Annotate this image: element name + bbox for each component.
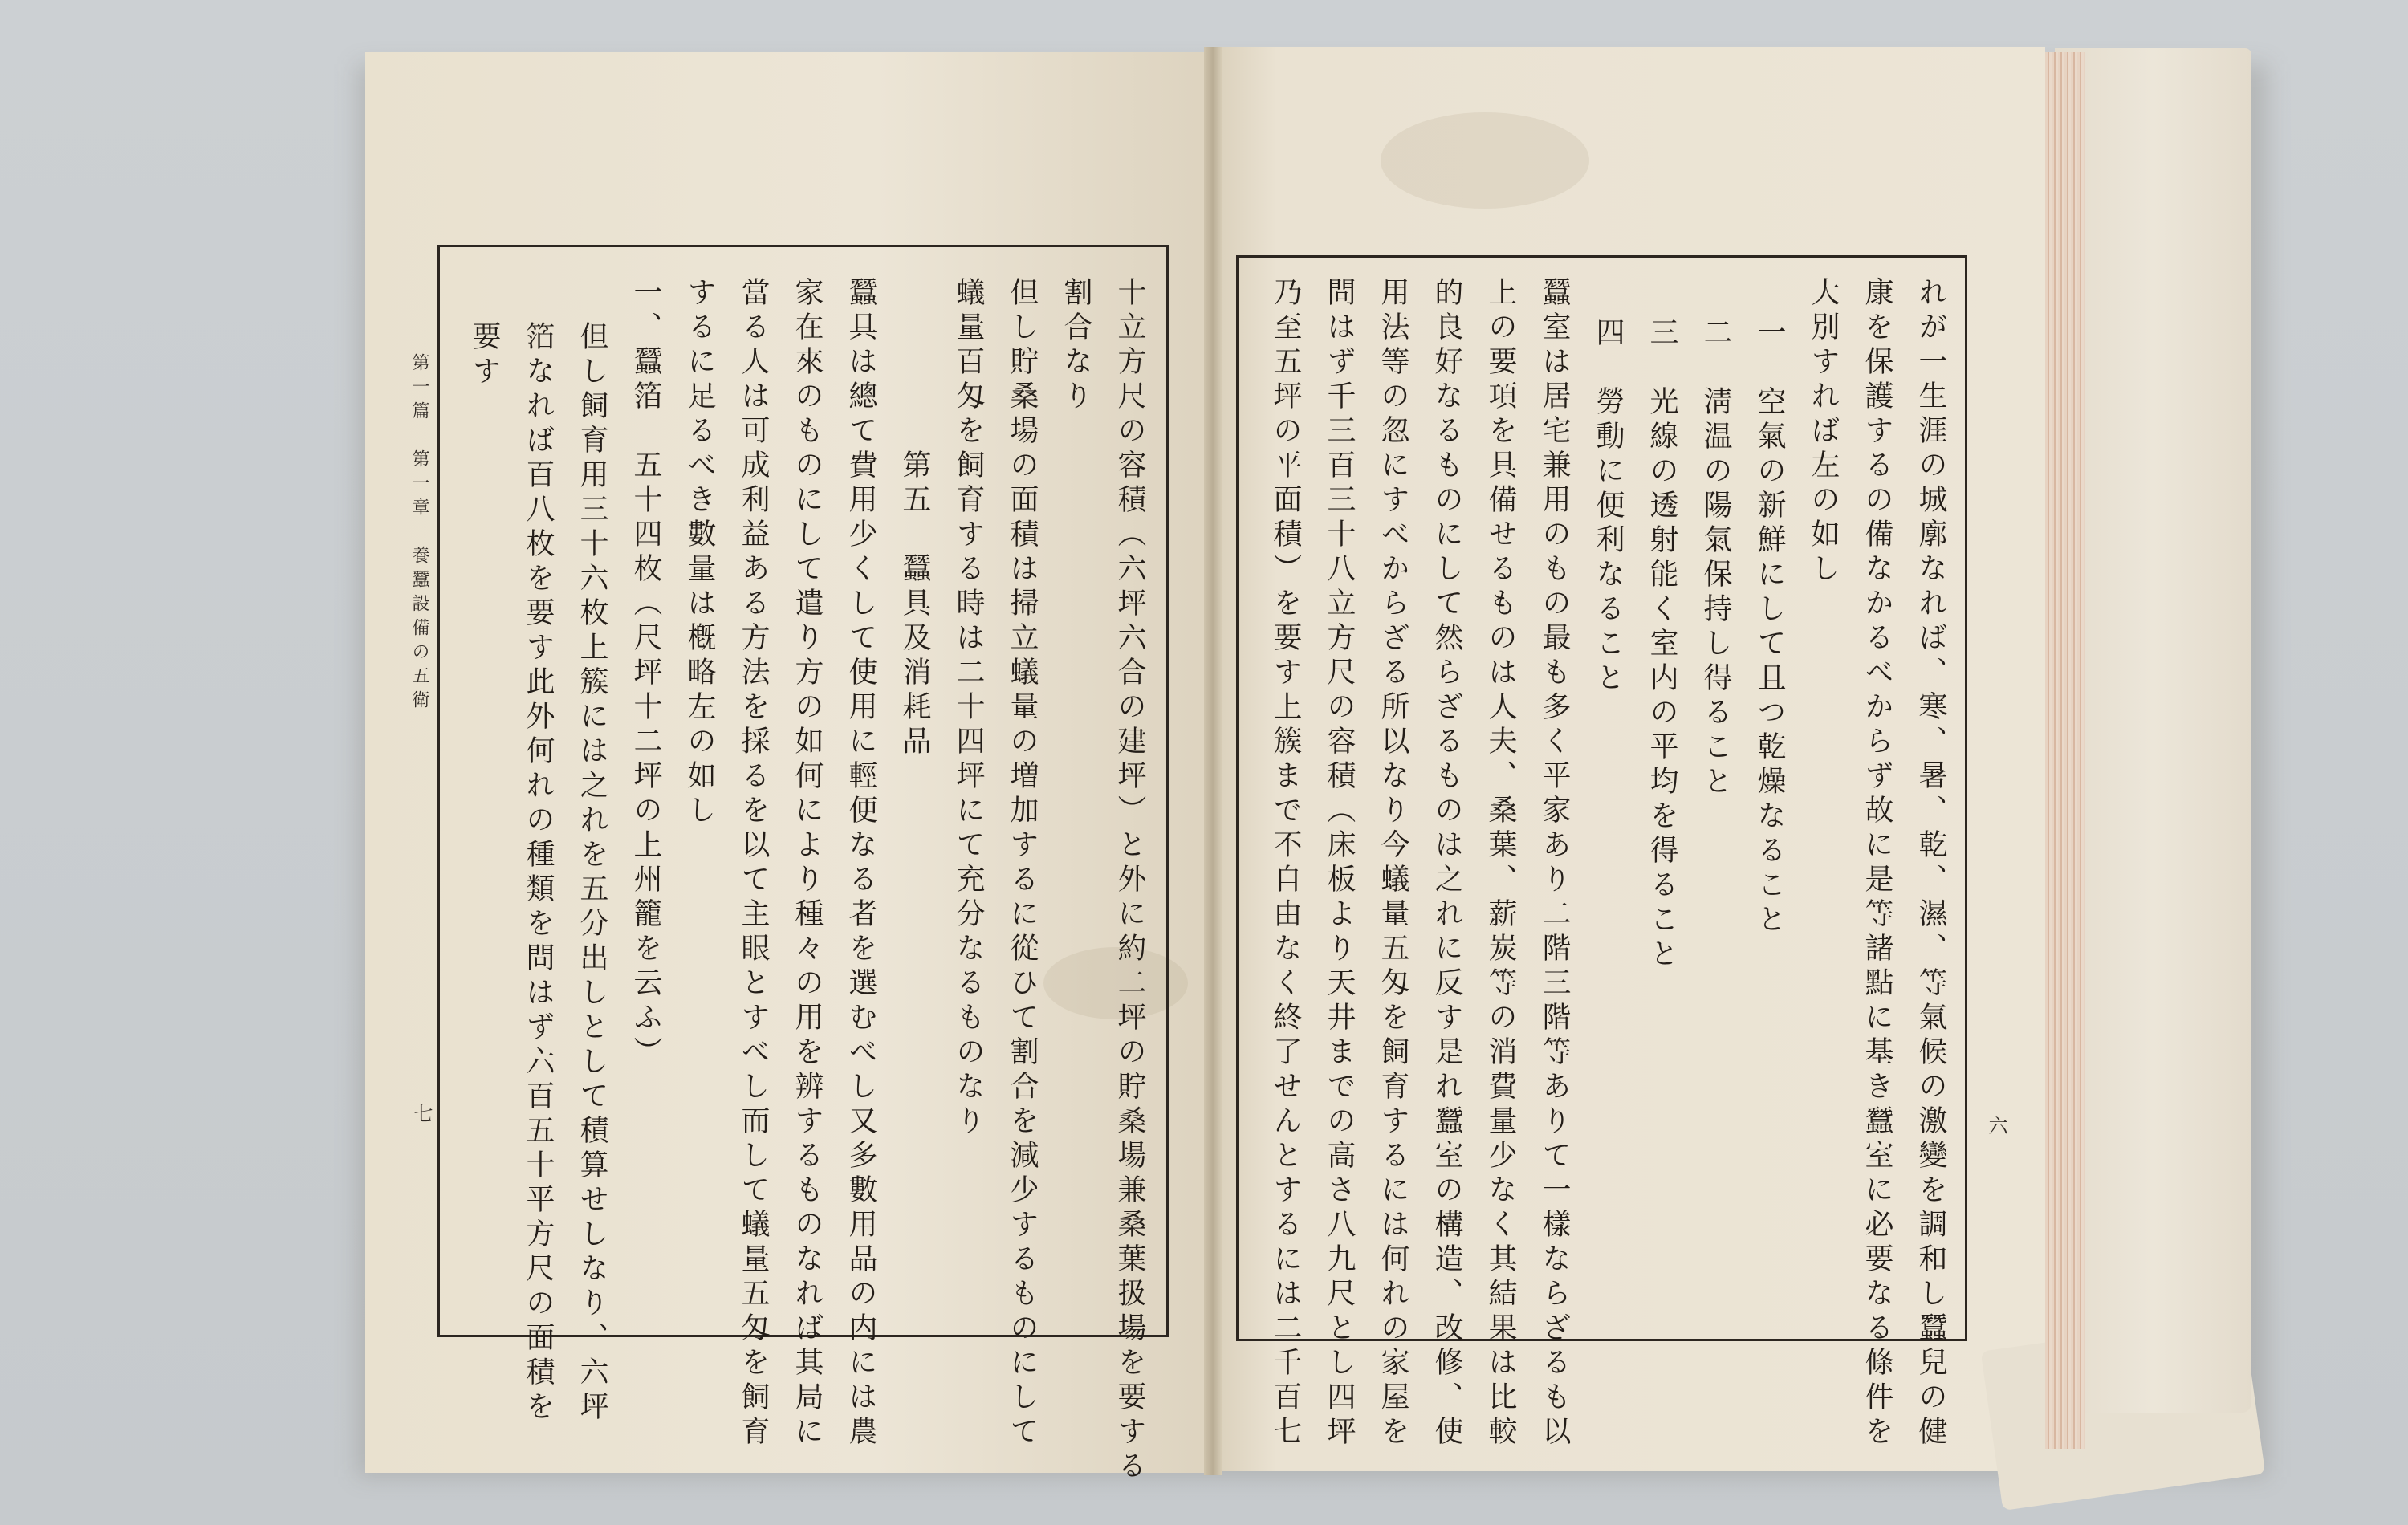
text-line: 蟻量百匁を飼育する時は二十四坪にて充分なるものなり bbox=[952, 277, 985, 1140]
text-line: 用法等の忽にすべからざる所以なり今蟻量五匁を飼育するには何れの家屋を bbox=[1377, 277, 1409, 1450]
page-stain bbox=[1381, 112, 1589, 209]
text-line: 乃至五坪の平面積）を要す上簇まで不自由なく終了せんとするには二千百七 bbox=[1269, 277, 1302, 1450]
text-line: 蠶具は總て費用少くして使用に輕便なる者を選むべし又多數用品の内には農 bbox=[844, 277, 877, 1450]
text-line: 但し飼育用三十六枚上簇には之れを五分出しとして積算せしなり、六坪 bbox=[576, 321, 608, 1425]
running-header: 第一篇 第一章 養蠶設備の五衛 bbox=[409, 353, 429, 714]
text-line: 一、蠶箔 五十四枚（尺坪十二坪の上州籠を云ふ） bbox=[629, 277, 662, 1071]
text-line: 十立方尺の容積（六坪六合の建坪）と外に約二坪の貯桑場兼桑葉扱場を要する bbox=[1113, 277, 1146, 1485]
book-gutter bbox=[1204, 47, 1222, 1475]
text-line: 割合なり bbox=[1060, 277, 1092, 415]
text-line: 問はず千三百三十八立方尺の容積（床板より天井までの高さ八九尺とし四坪 bbox=[1323, 277, 1356, 1450]
text-line: 家在來のものにして遣り方の如何により種々の用を辨するものなれば其局に bbox=[791, 277, 824, 1450]
text-line: 蠶室は居宅兼用のもの最も多く平家あり二階三階等ありて一樣ならざるも以 bbox=[1538, 277, 1571, 1450]
page-edges bbox=[2045, 52, 2085, 1449]
text-line: 一 空氣の新鮮にして且つ乾燥なること bbox=[1753, 317, 1786, 938]
section-heading: 第五 蠶具及消耗品 bbox=[898, 449, 931, 760]
text-line: 二 淸温の陽氣保持し得ること bbox=[1699, 317, 1732, 800]
text-line: 四 勞動に便利なること bbox=[1592, 317, 1625, 697]
text-line: れが一生涯の城廓なれば、寒、暑、乾、濕、等氣候の激變を調和し蠶兒の健 bbox=[1914, 277, 1947, 1450]
text-line: 三 光線の透射能く室内の平均を得ること bbox=[1645, 317, 1678, 973]
text-line: 箔なれば百八枚を要す此外何れの種類を問はず六百五十平方尺の面積を bbox=[522, 321, 555, 1425]
page-number: 七 bbox=[410, 1104, 433, 1123]
text-line: 的良好なるものにして然らざるものは之れに反す是れ蠶室の構造、改修、使 bbox=[1430, 277, 1463, 1450]
text-line: 但し貯桑場の面積は掃立蟻量の増加するに從ひて割合を減少するものにして bbox=[1006, 277, 1039, 1450]
text-line: 康を保護するの備なかるべからず故に是等諸點に基き蠶室に必要なる條件を bbox=[1861, 277, 1893, 1450]
text-line: 上の要項を具備せるものは人夫、桑葉、薪炭等の消費量少なく其結果は比較 bbox=[1484, 277, 1517, 1450]
text-line: 當る人は可成利益ある方法を採るを以て主眼とすべし而して蟻量五匁を飼育 bbox=[737, 277, 770, 1450]
text-line: 要す bbox=[468, 321, 501, 390]
page-number: 六 bbox=[1985, 1116, 2007, 1135]
text-line: するに足るべき數量は槪略左の如し bbox=[683, 277, 716, 829]
text-line: 大別すれば左の如し bbox=[1807, 277, 1840, 588]
